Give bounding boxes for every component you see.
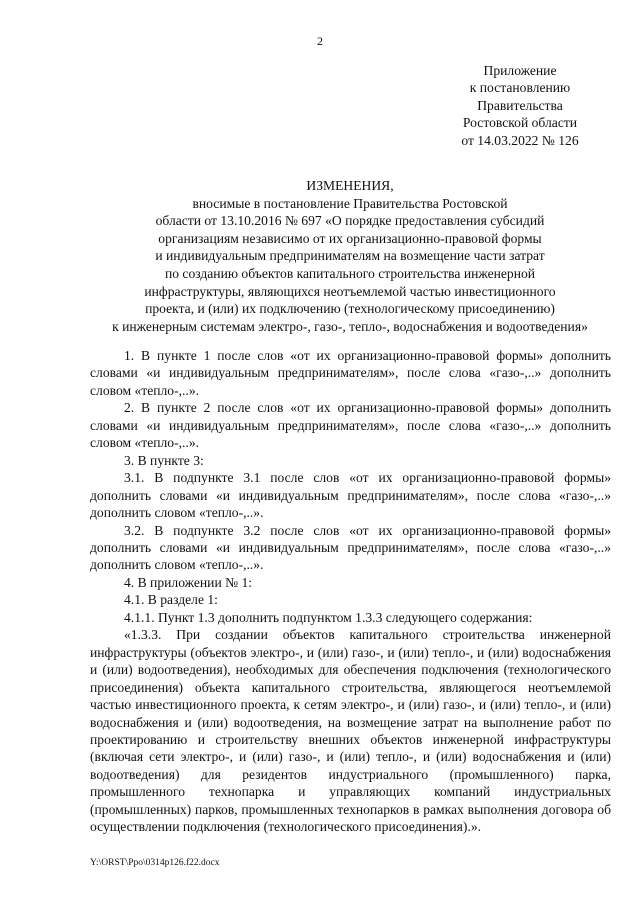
document-body bbox=[90, 347, 611, 836]
paragraph-item-1: 1. В пункте 1 после слов «от их организационно-правовой формы» дополнить словами «и индивидуальным предпринимателям», после слова «газо-,..» дополнить словом «тепло-,..». bbox=[90, 348, 611, 398]
paragraph-item-3-2: 3.2. В подпункте 3.2 после слов «от их организационно-правовой формы» дополнить словами «и индивидуальным предпринимателям», после слова «газо-,..» дополнить словом «тепло-,..». bbox=[90, 522, 611, 573]
heading-line: области от 13.10.2016 № 697 «О порядке предоставления субсидий bbox=[155, 213, 545, 229]
paragraph-quote-1-3-3: «1.3.3. При создании объектов капитального строительства инженерной инфраструктуры (объектов электро-, и (или) газо-, и (или) тепло-, и (или) водоснабжения и (или) водоотведения), необходимых для обеспечения подключения (технологического присоединения) объекта капитального строительства, являющегося неотъемлемой частью инвестиционного проекта, к сетям электро-, и (или) газо-, и (или) тепло-, и (или) водоснабжения и (или) водоотведения, на возмещение затрат на выполнение работ по проектированию и строительству внешних объектов инженерной инфраструктуры (включая сети электро-, и (или) газо-, и (или) тепло-, и (или) водоснабжения и (или) водоотведения) для резидентов индустриального (промышленного) парка, промышленного технопарка и управляющих компаний индустриальных (промышленных) парков, промышленных технопарков в рамках выполнения договора об осуществлении подключения (технологического присоединения).». bbox=[90, 627, 611, 835]
paragraph-item-4-1-1: 4.1.1. Пункт 1.3 дополнить подпунктом 1.3.3 следующего содержания: bbox=[124, 609, 533, 625]
heading-title: ИЗМЕНЕНИЯ, bbox=[306, 178, 394, 193]
appendix-block bbox=[430, 62, 610, 149]
page-number: 2 bbox=[317, 34, 323, 48]
appendix-line: к постановлению bbox=[469, 80, 571, 96]
document-heading bbox=[60, 177, 640, 335]
appendix-line: Приложение bbox=[483, 63, 557, 78]
paragraph-item-2: 2. В пункте 2 после слов «от их организационно-правовой формы» дополнить словами «и индивидуальным предпринимателям», после слова «газо-,..» дополнить словом «тепло-,..». bbox=[90, 400, 611, 451]
appendix-line: Ростовской области bbox=[462, 115, 578, 131]
paragraph-item-4-1: 4.1. В разделе 1: bbox=[124, 592, 218, 608]
heading-line: инфраструктуры, являющихся неотъемлемой частью инвестиционного bbox=[144, 283, 556, 299]
heading-line: и индивидуальным предпринимателям на возмещение части затрат bbox=[155, 248, 545, 264]
appendix-line: Правительства bbox=[477, 97, 563, 113]
paragraph-item-4: 4. В приложении № 1: bbox=[124, 574, 253, 590]
paragraph-item-3: 3. В пункте 3: bbox=[124, 452, 204, 468]
heading-line: организациям независимо от их организационно-правовой формы bbox=[158, 230, 542, 246]
file-path-footer: Y:\ORST\Ppo\0314p126.f22.docx bbox=[90, 858, 220, 868]
heading-line: по созданию объектов капитального строительства инженерной bbox=[164, 265, 536, 281]
appendix-line: от 14.03.2022 № 126 bbox=[461, 132, 579, 148]
heading-line: к инженерным системам электро-, газо-, тепло-, водоснабжения и водоотведения» bbox=[112, 318, 588, 334]
paragraph-item-3-1: 3.1. В подпункте 3.1 после слов «от их организационно-правовой формы» дополнить словами «и индивидуальным предпринимателям», после слова «газо-,..» дополнить словом «тепло-,..». bbox=[90, 470, 611, 521]
heading-line: проекта, и (или) их подключению (технологическому присоединению) bbox=[145, 301, 555, 317]
heading-line: вносимые в постановление Правительства Ростовской bbox=[192, 195, 508, 211]
